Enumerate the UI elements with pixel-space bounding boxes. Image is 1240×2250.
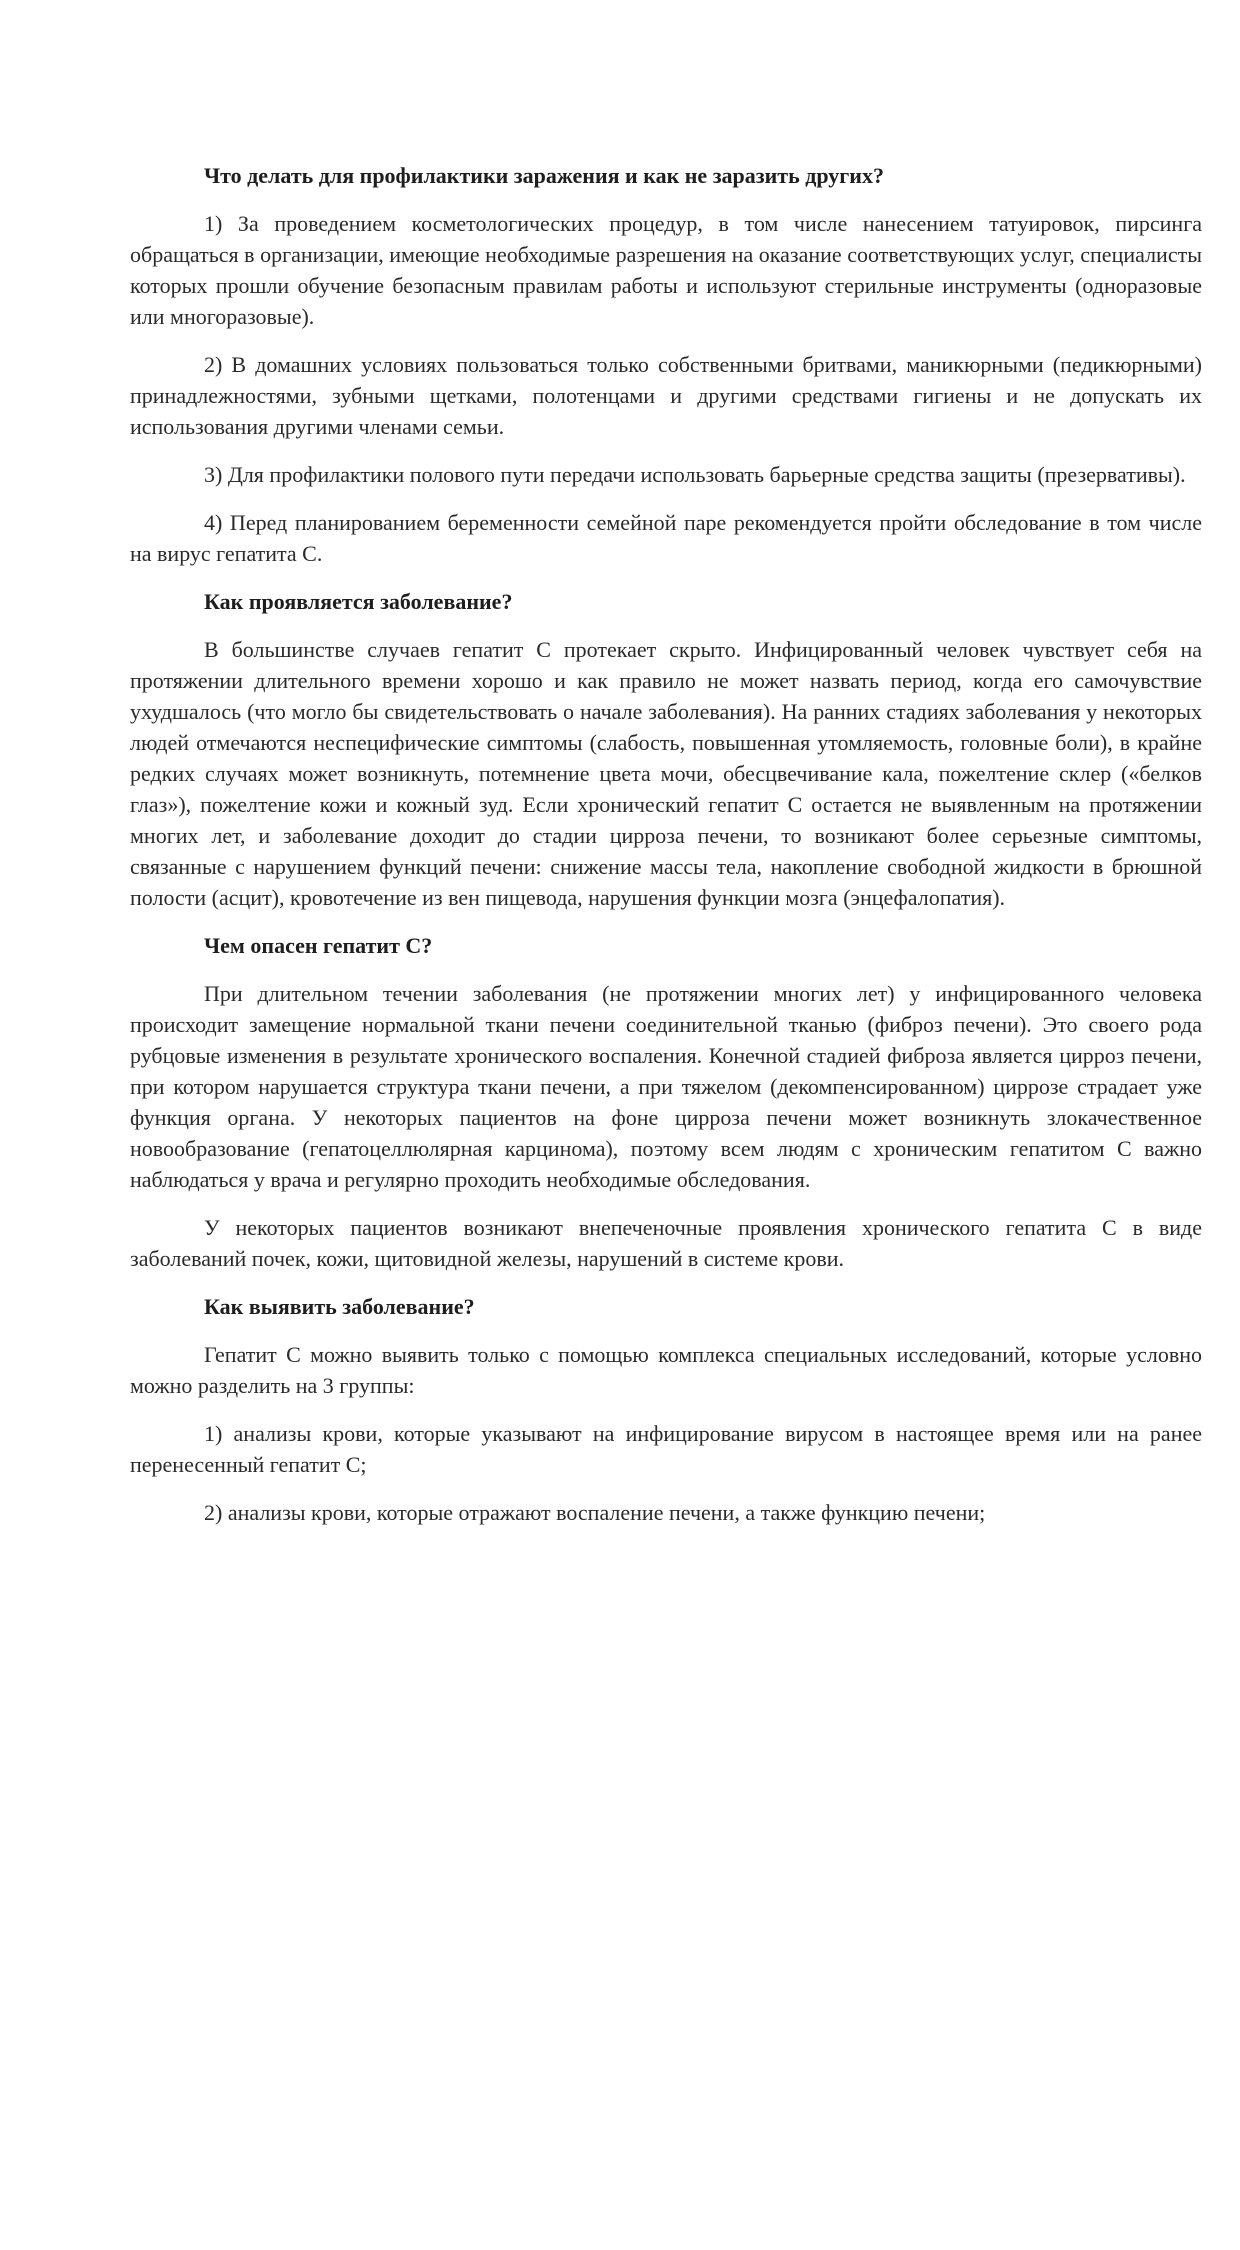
paragraph: Гепатит С можно выявить только с помощью комплекса специальных исследований, которые условно можно разделить на 3 группы:: [130, 1342, 1202, 1398]
paragraph: 1) За проведением косметологических процедур, в том числе нанесением татуировок, пирсинга обращаться в организации, имеющие необходимые разрешения на оказание соответствующих услуг, специалисты которых прошли обучение безопасным правилам работы и используют стерильные инструменты (одноразовые или многоразовые).: [130, 211, 1202, 329]
paragraph: 4) Перед планированием беременности семейной паре рекомендуется пройти обследование в том числе на вирус гепатита С.: [130, 510, 1202, 566]
section-heading: Как выявить заболевание?: [204, 1294, 475, 1319]
section-prevention: [130, 160, 1202, 569]
paragraph: 2) В домашних условиях пользоваться только собственными бритвами, маникюрными (педикюрными) принадлежностями, зубными щетками, полотенцами и другими средствами гигиены и не допускать их использования другими членами семьи.: [130, 352, 1202, 439]
paragraph: У некоторых пациентов возникают внепеченочные проявления хронического гепатита С в виде заболеваний почек, кожи, щитовидной железы, нарушений в системе крови.: [130, 1215, 1202, 1271]
paragraph: 2) анализы крови, которые отражают воспаление печени, а также функцию печени;: [204, 1500, 986, 1525]
section-heading: Чем опасен гепатит С?: [204, 933, 433, 958]
paragraph: При длительном течении заболевания (не протяжении многих лет) у инфицированного человека происходит замещение нормальной ткани печени соединительной тканью (фиброз печени). Это своего рода рубцовые изменения в результате хронического воспаления. Конечной стадией фиброза является цирроз печени, при котором нарушается структура ткани печени, а при тяжелом (декомпенсированном) циррозе страдает уже функция органа. У некоторых пациентов на фоне цирроза печени может возникнуть злокачественное новообразование (гепатоцеллюлярная карцинома), поэтому всем людям с хроническим гепатитом С важно наблюдаться у врача и регулярно проходить необходимые обследования.: [130, 981, 1202, 1192]
paragraph: 3) Для профилактики полового пути передачи использовать барьерные средства защиты (презервативы).: [204, 462, 1186, 487]
section-heading: Что делать для профилактики заражения и как не заразить других?: [204, 163, 884, 188]
document-page: [130, 160, 1202, 1545]
paragraph: 1) анализы крови, которые указывают на инфицирование вирусом в настоящее время или на ранее перенесенный гепатит С;: [130, 1421, 1202, 1477]
section-danger: [130, 930, 1202, 1274]
section-symptoms: [130, 586, 1202, 913]
section-heading: Как проявляется заболевание?: [204, 589, 513, 614]
paragraph: В большинстве случаев гепатит С протекает скрыто. Инфицированный человек чувствует себя на протяжении длительного времени хорошо и как правило не может назвать период, когда его самочувствие ухудшалось (что могло бы свидетельствовать о начале заболевания). На ранних стадиях заболевания у некоторых людей отмечаются неспецифические симптомы (слабость, повышенная утомляемость, головные боли), в крайне редких случаях может возникнуть, потемнение цвета мочи, обесцвечивание кала, пожелтение склер («белков глаз»), пожелтение кожи и кожный зуд. Если хронический гепатит С остается не выявленным на протяжении многих лет, и заболевание доходит до стадии цирроза печени, то возникают более серьезные симптомы, связанные с нарушением функций печени: снижение массы тела, накопление свободной жидкости в брюшной полости (асцит), кровотечение из вен пищевода, нарушения функции мозга (энцефалопатия).: [130, 637, 1202, 910]
section-detection: [130, 1291, 1202, 1528]
